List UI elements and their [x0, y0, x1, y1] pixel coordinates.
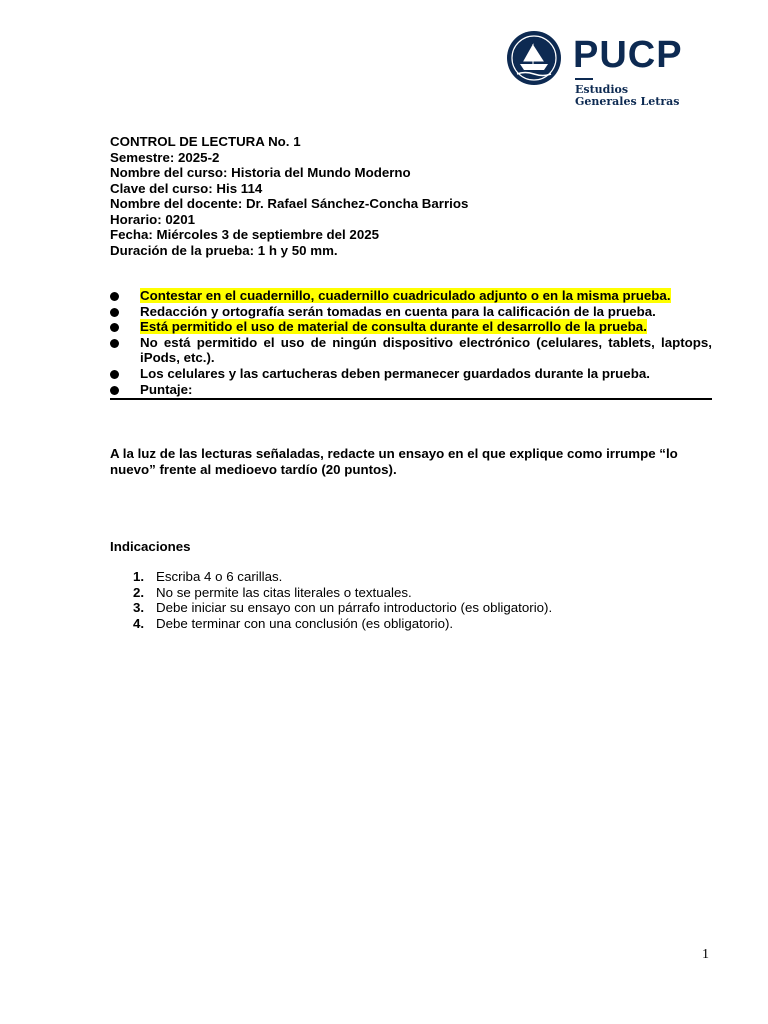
- instruction-item: [110, 585, 690, 601]
- course-name: Nombre del curso: Historia del Mundo Moderno: [110, 165, 411, 180]
- instruction-text: Debe terminar con una conclusión (es obligatorio).: [156, 615, 454, 631]
- rule-item: [110, 366, 712, 382]
- bullet-icon: [110, 323, 119, 332]
- instructor-name: Nombre del docente: Dr. Rafael Sánchez-Concha Barrios: [110, 196, 469, 211]
- exam-duration: Duración de la prueba: 1 h y 50 mm.: [110, 242, 338, 258]
- rule-item: [110, 319, 712, 335]
- instructions-list: [110, 569, 690, 631]
- schedule: Horario: 0201: [110, 211, 195, 227]
- logo-divider: [575, 78, 593, 80]
- logo-subtitle: [575, 84, 679, 108]
- exam-header: [110, 134, 712, 258]
- rule-item: [110, 304, 712, 320]
- instruction-text: Escriba 4 o 6 carillas.: [156, 569, 283, 584]
- instruction-text: No se permite las citas literales o textuales.: [156, 584, 412, 600]
- rule-item: [110, 382, 712, 398]
- instruction-item: [110, 616, 690, 632]
- logo-subtitle-line2: Generales Letras: [575, 95, 680, 108]
- score-underline: [110, 398, 712, 400]
- instruction-number: 3.: [133, 600, 145, 616]
- rule-text: Los celulares y las cartucheras deben permanecer guardados durante la prueba.: [140, 365, 650, 381]
- rule-text: Está permitido el uso de material de consulta durante el desarrollo de la prueba.: [140, 319, 647, 335]
- course-code: Clave del curso: His 114: [110, 180, 263, 196]
- exam-date: Fecha: Miércoles 3 de septiembre del 2025: [110, 227, 380, 242]
- exam-rules-list: [110, 288, 712, 397]
- exam-question: A la luz de las lecturas señaladas, redacte un ensayo en el que explique como irrumpe “lo nuevo” frente al medioevo tardío (20 puntos).: [110, 446, 678, 477]
- instruction-text: Debe iniciar su ensayo con un párrafo introductorio (es obligatorio).: [156, 600, 553, 616]
- bullet-icon: [110, 308, 119, 317]
- instruction-number: 2.: [133, 584, 145, 600]
- rule-text: Redacción y ortografía serán tomadas en cuenta para la calificación de la prueba.: [140, 303, 656, 319]
- semester: Semestre: 2025-2: [110, 149, 220, 165]
- logo-subtitle-line1: Estudios: [575, 83, 629, 96]
- rule-item: [110, 288, 712, 304]
- instruction-item: [110, 569, 690, 585]
- pucp-logo: [505, 30, 695, 110]
- page-number: 1: [702, 947, 709, 962]
- exam-title: CONTROL DE LECTURA No. 1: [110, 134, 301, 149]
- instruction-number: 1.: [133, 569, 145, 584]
- instruction-number: 4.: [133, 615, 145, 631]
- bullet-icon: [110, 370, 119, 379]
- instructions-title: Indicaciones: [110, 539, 191, 554]
- pucp-emblem-icon: [505, 30, 563, 86]
- rule-item: [110, 335, 712, 366]
- instruction-item: [110, 600, 690, 616]
- bullet-icon: [110, 292, 119, 301]
- score-label: Puntaje:: [140, 381, 193, 397]
- rule-text: No está permitido el uso de ningún dispositivo electrónico (celulares, tablets, laptops, iPods, etc.).: [140, 334, 712, 366]
- rule-text: Contestar en el cuadernillo, cuadernillo cuadriculado adjunto o en la misma prueba.: [140, 288, 671, 303]
- logo-wordmark: PUCP: [573, 34, 683, 76]
- bullet-icon: [110, 339, 119, 348]
- bullet-icon: [110, 386, 119, 395]
